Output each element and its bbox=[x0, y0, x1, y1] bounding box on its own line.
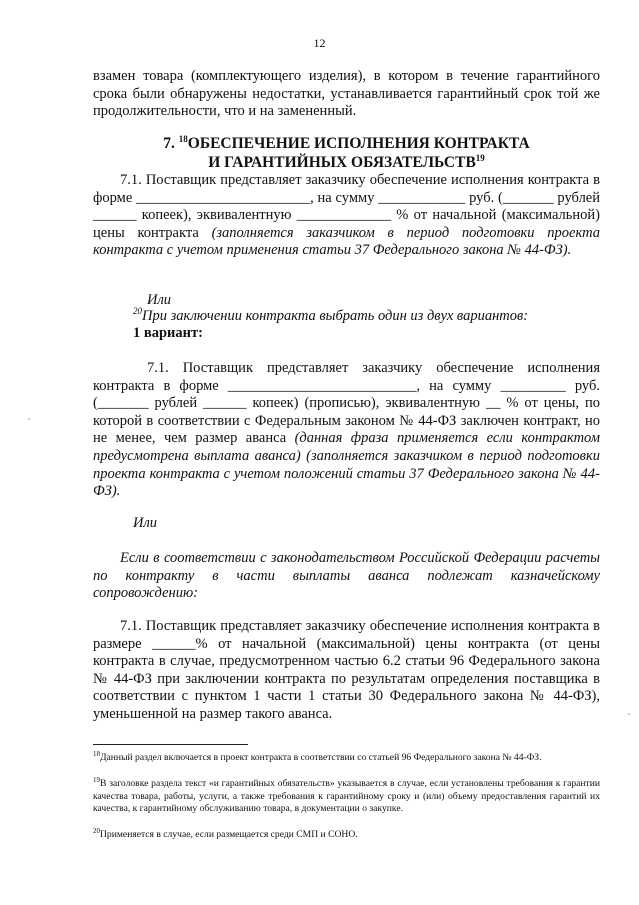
section-heading bbox=[93, 134, 600, 172]
or-separator-1: Или bbox=[147, 292, 172, 308]
heading-line-1 bbox=[93, 134, 600, 153]
treasury-condition: Если в соответствии с законодательством Российской Федерации расчеты по контракту в части выплаты аванса подлежат казначейскому сопровождению: bbox=[93, 550, 600, 602]
clause-text: 7.1. Поставщик представляет заказчику обеспечение исполнения контракта в форме ________________________, на сумму ____________ руб. (_______ рублей ______ копеек), эквивалентную _____________ % от начальной (максимальной) цены контракта bbox=[93, 172, 600, 241]
or-separator-2: Или bbox=[133, 515, 158, 531]
clause-7-1-option-a bbox=[93, 172, 600, 260]
clause-text: 7.1. Поставщик представляет заказчику обеспечение исполнения контракта в форме __________________________, на сумму _________ руб. (_______ рублей ______ копеек) (прописью), эквивалентную __ % от цены, по которой в соответствии с Федеральным законом № 44-ФЗ заключен контракт, но не менее, чем размер аванса bbox=[93, 360, 600, 447]
scan-dot bbox=[28, 418, 30, 420]
heading-number: 7. bbox=[163, 135, 175, 152]
clause-7-1-option-c: 7.1. Поставщик представляет заказчику обеспечение исполнения контракта в размере ______% от начальной (максимальной) цены контракта (от цены контракта в случае, предусмотренном частью 6.2 статьи 96 Федерального закона № 44-ФЗ при заключении контракта по результатам определения поставщика в соответствии с пунктом 1 части 1 статьи 30 Федерального закона № 44-ФЗ), уменьшенной на размер такого аванса. bbox=[93, 618, 600, 722]
footnote-18: $^{18}$Данный раздел включается в проект контракта в соответствии со статьей 96 Федерального закона № 44-ФЗ. bbox=[93, 749, 542, 763]
footnote-separator bbox=[93, 744, 248, 745]
scan-dot bbox=[628, 713, 630, 715]
heading-line-2 bbox=[93, 153, 600, 172]
footnote-ref-19: 19 bbox=[475, 152, 485, 163]
clause-italic-note: (данная фраза применяется если контрактом предусмотрена выплата аванса) (заполняется заказчиком в период подготовки проекта контракта с учетом положений статьи 37 Федерального закона № 44-ФЗ). bbox=[93, 430, 601, 500]
choose-note: $^{20}$При заключении контракта выбрать один из двух вариантов: bbox=[133, 306, 529, 324]
footnote-20: $^{20}$Применяется в случае, если размещается среди СМП и СОНО. bbox=[93, 826, 358, 840]
heading-title-2: И ГАРАНТИЙНЫХ ОБЯЗАТЕЛЬСТВ bbox=[208, 154, 476, 171]
clause-italic-note: (заполняется заказчиком в период подготовки проекта контракта с учетом применения статьи 37 Федерального закона № 44-ФЗ). bbox=[93, 224, 600, 259]
footnote-ref-18: 18 bbox=[178, 133, 188, 144]
intro-paragraph: взамен товара (комплектующего изделия), в котором в течение гарантийного срока были обнаружены недостатки, устанавливается гарантийный срок той же продолжительности, что и на замененный. bbox=[93, 68, 600, 120]
footnote-ref-20: 20 bbox=[133, 306, 142, 317]
variant-1-label: 1 вариант: bbox=[133, 325, 203, 341]
footnote-19: $^{19}$В заголовке раздела текст «и гарантийных обязательств» указывается в случае, если установлены требования к гарантии качества товара, работы, услуги, а также требования к гарантийному сроку и (или) объему предоставления гарантий их качества, к гарантийному обслуживанию товара, в документации о закупке. bbox=[93, 775, 600, 815]
clause-7-1-option-b bbox=[93, 360, 600, 501]
page-number: 12 bbox=[313, 36, 326, 50]
heading-title-1: ОБЕСПЕЧЕНИЕ ИСПОЛНЕНИЯ КОНТРАКТА bbox=[187, 135, 530, 152]
